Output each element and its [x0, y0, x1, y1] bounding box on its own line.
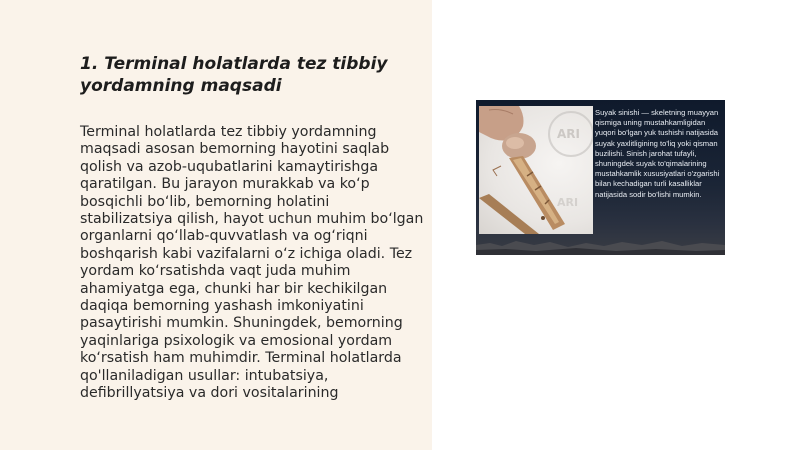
fracture-figure — [476, 100, 725, 255]
figure-caption: Suyak sinishi — skeletning muayyan qismiga uning mustahkamligidan yuqori bo'lgan yuk tushishi natijasida suyak yaxlitligining to'liq yoki qisman buzilishi. Sinish jarohat tufayli, shuningdek suyak to'qimalarining mustahkamlik xususiyatlari o'zgarishi bilan kechadigan turli kasalliklar natijasida sodir bo'lishi mumkin. — [595, 108, 720, 199]
section-heading: 1. Terminal holatlarda tez tibbiy yordamning maqsadi — [80, 54, 388, 96]
fracture-photo — [479, 106, 593, 234]
rock-silhouette — [476, 233, 725, 255]
body-paragraph: Terminal holatlarda tez tibbiy yordamning maqsadi asosan bemorning hayotini saqlab qolish va azob-uqubatlarini kamaytirishga qaratilgan. Bu jarayon murakkab va ko‘p bosqichli bo‘lib, bemorning holatini stabilizatsiya qilish, hayot uchun muhim bo‘lgan organlarni qo‘llab-quvvatlash va og‘riqni boshqarish kabi vazifalarni o‘z ichiga oladi. Tez yordam ko‘rsatishda vaqt juda muhim ahamiyatga ega, chunki har bir kechikilgan daqiqa bemorning yashash imkoniyatini pasaytirishi mumkin. Shuningdek, bemorning yaqinlariga psixologik va emosional yordam ko‘rsatish ham muhimdir. Terminal holatlarda qo'llaniladigan usullar: intubatsiya, defibrillyatsiya va dori vositalarining — [80, 124, 424, 402]
fracture-illustration — [479, 106, 593, 234]
watermark-text-lower: ARI — [557, 196, 579, 209]
watermark-text: ARI — [557, 127, 580, 141]
